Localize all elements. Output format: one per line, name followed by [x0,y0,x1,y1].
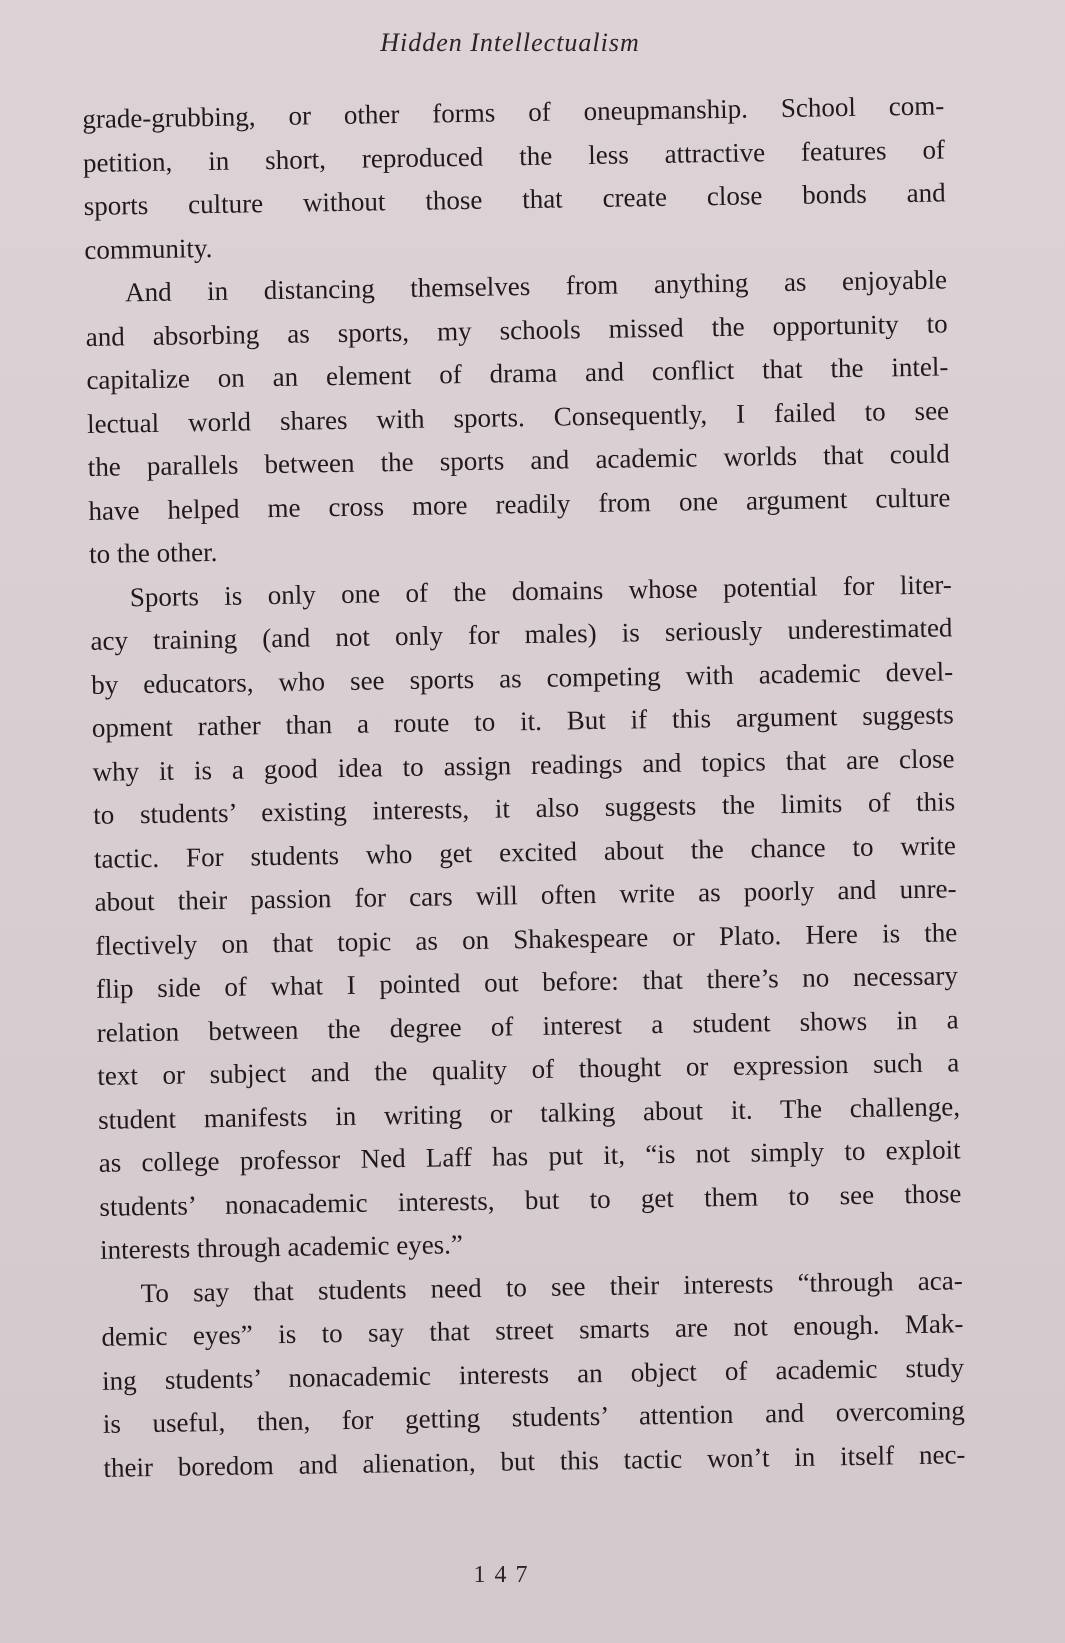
text-line: acy training (and not only for males) is seriously underestimated [90,612,953,656]
text-line: and absorbing as sports, my schools missed the opportunity to [85,307,948,352]
text-line: why it is a good idea to assign readings and topics that are close [92,742,955,787]
text-line: have helped me cross more readily from one argument culture [88,481,951,526]
text-line: opment rather than a route to it. But if this argument suggests [91,699,955,743]
text-line: Sports is only one of the domains whose potential for liter- [129,568,952,612]
paragraph-1 [82,84,947,272]
paragraph-2 [85,258,952,576]
text-line: And in distancing themselves from anything as enjoyable [124,264,948,308]
text-line: ing students’ nonacademic interests an object of academic study [101,1351,965,1396]
text-line: petition, in short, reproduced the less attractive features of [82,133,946,178]
text-line: demic eyes” is to say that street smarts are not enough. Mak- [101,1308,964,1352]
body-text [82,84,966,1489]
text-line: text or subject and the quality of thought or expression such a [97,1047,960,1091]
text-line: capitalize on an element of drama and conflict that the intel- [86,351,949,395]
text-line: by educators, who see sports as competing with academic devel- [90,655,954,700]
text-line: flip side of what I pointed out before: that there’s no necessary [95,960,959,1004]
text-line: sports culture without those that create close bonds and [83,177,946,221]
text-line: students’ nonacademic interests, but to get them to see those [99,1177,962,1222]
text-line: community. [84,232,213,265]
text-line: about their passion for cars will often write as poorly and unre- [94,873,957,917]
text-line: interests through academic eyes.” [99,1229,464,1265]
text-line: relation between the degree of interest a student shows in a [96,1003,959,1048]
text-line: flectively on that topic as on Shakespeare or Plato. Here is the [95,916,958,961]
text-line: is useful, then, for getting students’ attention and overcoming [102,1395,965,1439]
text-line: as college professor Ned Laff has put it, “is not simply to exploit [98,1134,961,1178]
text-line: student manifests in writing or talking about it. The challenge, [97,1090,961,1135]
text-line: tactic. For students who get excited about the chance to write [93,829,957,874]
text-line: to the other. [88,536,218,569]
text-line: to students’ existing interests, it also suggests the limits of this [93,786,956,830]
text-line: To say that students need to see their interests “through aca- [140,1264,963,1308]
text-line: grade-grubbing, or other forms of oneupmanship. School com- [82,90,945,134]
text-line: the parallels between the sports and academic worlds that could [87,438,950,482]
text-line: their boredom and alienation, but this tactic won’t in itself nec- [103,1438,966,1483]
page-number: 147 [473,1562,537,1588]
running-head: Hidden Intellectualism [380,28,640,57]
paragraph-3 [90,563,963,1272]
text-line: lectual world shares with sports. Consequently, I failed to see [86,394,950,439]
paragraph-4 [100,1259,965,1490]
